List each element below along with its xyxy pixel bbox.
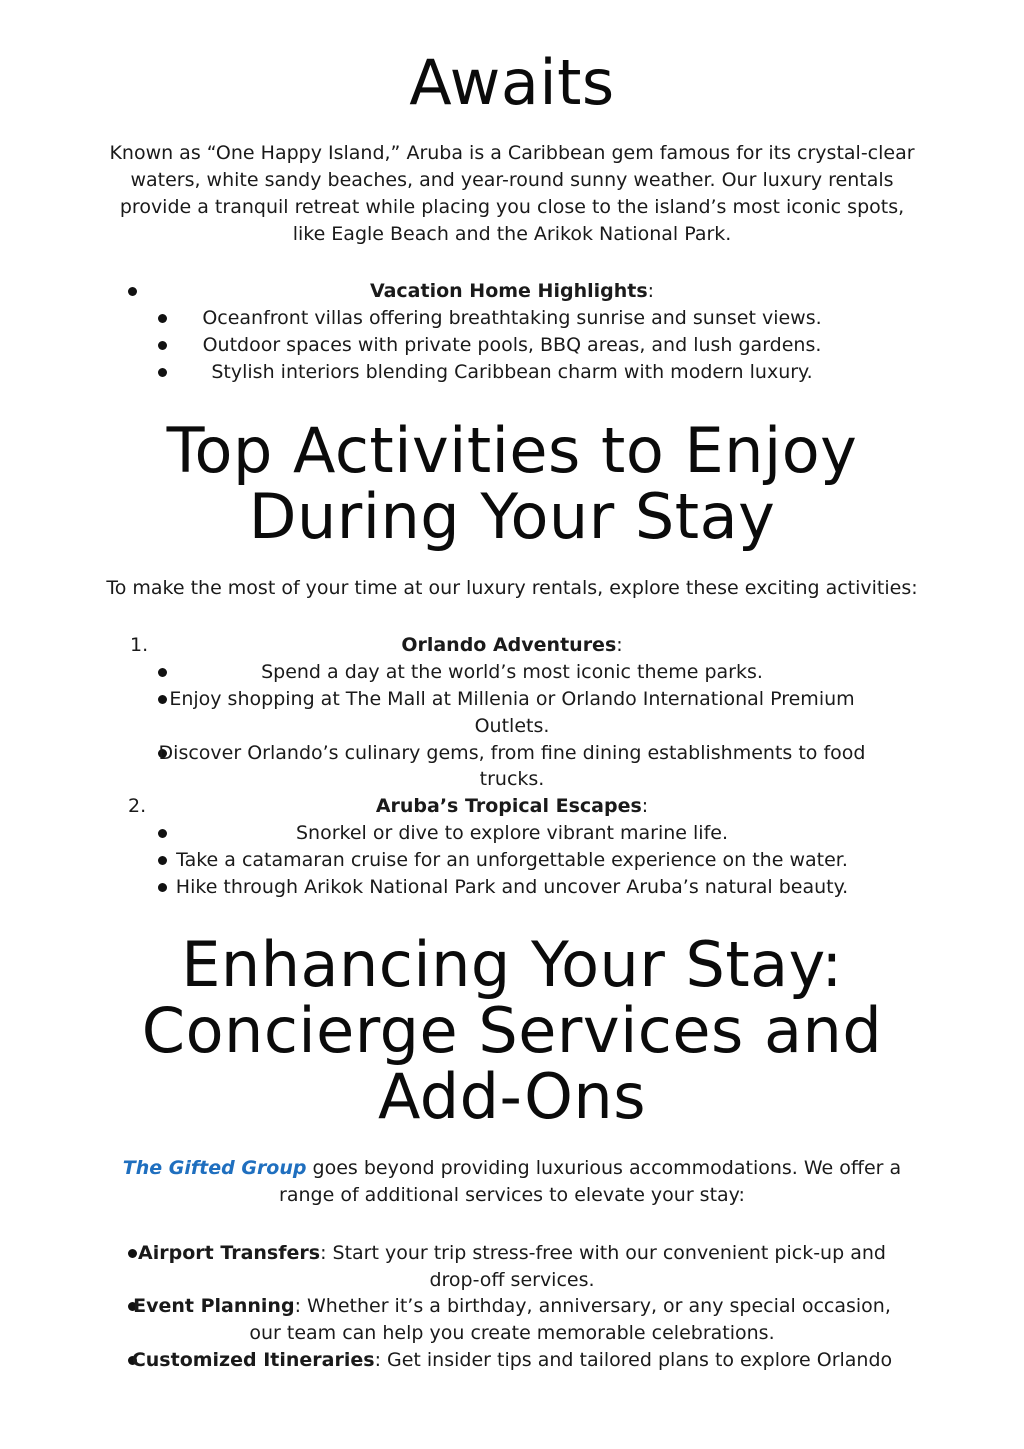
activity-item: Discover Orlando’s culinary gems, from fine dining establishments to food <box>158 742 866 764</box>
highlight-item: Outdoor spaces with private pools, BBQ areas, and lush gardens. <box>202 334 822 356</box>
service-label: Event Planning <box>133 1295 295 1317</box>
activity-item: Enjoy shopping at The Mall at Millenia or Orlando International Premium <box>169 688 855 710</box>
service-item-continuation: our team can help you create memorable celebrations. <box>249 1322 775 1344</box>
heading-top-activities: Top Activities to Enjoy <box>166 414 858 487</box>
activity-group-label: Aruba’s Tropical Escapes <box>375 795 642 817</box>
activity-group-colon: : <box>616 634 623 656</box>
gifted-group-link[interactable]: The Gifted Group <box>122 1157 307 1179</box>
list-number: 2. <box>128 795 147 817</box>
heading-concierge: Add-Ons <box>377 1060 647 1133</box>
concierge-intro-line: range of additional services to elevate your stay: <box>279 1184 745 1206</box>
service-item <box>70 1293 954 1320</box>
aruba-intro-line: waters, white sandy beaches, and year-round sunny weather. Our luxury rentals <box>130 169 894 191</box>
aruba-intro-line: Known as “One Happy Island,” Aruba is a Caribbean gem famous for its crystal-clear <box>109 142 915 164</box>
heading-top-activities: During Your Stay <box>248 480 776 553</box>
activities-intro: To make the most of your time at our luxury rentals, explore these exciting activities: <box>106 577 918 599</box>
service-item <box>70 1240 954 1267</box>
concierge-intro-text: goes beyond providing luxurious accommodations. We offer a <box>306 1157 902 1179</box>
highlights-title <box>70 278 954 305</box>
activity-item: Take a catamaran cruise for an unforgettable experience on the water. <box>176 849 848 871</box>
service-text: : Start your trip stress-free with our convenient pick-up and <box>320 1242 886 1264</box>
activity-group-colon: : <box>641 795 649 817</box>
highlights-colon: : <box>647 280 655 302</box>
highlight-item: Oceanfront villas offering breathtaking sunrise and sunset views. <box>202 307 822 329</box>
service-label: Airport Transfers <box>138 1242 321 1264</box>
service-item <box>70 1347 954 1374</box>
service-text: : Get insider tips and tailored plans to explore Orlando <box>374 1349 893 1371</box>
activity-item: Snorkel or dive to explore vibrant marine life. <box>295 822 729 844</box>
aruba-intro-line: provide a tranquil retreat while placing you close to the island’s most iconic spots, <box>119 196 905 218</box>
heading-concierge: Enhancing Your Stay: <box>181 928 843 1001</box>
activity-item: Hike through Arikok National Park and uncover Aruba’s natural beauty. <box>175 876 849 898</box>
highlight-item: Stylish interiors blending Caribbean charm with modern luxury. <box>211 361 813 383</box>
heading-concierge: Concierge Services and <box>141 994 883 1067</box>
aruba-intro-line: like Eagle Beach and the Arikok National Park. <box>292 223 732 245</box>
activity-group-label: Orlando Adventures <box>401 634 617 656</box>
activity-group-title <box>70 793 954 820</box>
highlights-label: Vacation Home Highlights <box>369 280 648 302</box>
activity-item: Spend a day at the world’s most iconic theme parks. <box>261 661 763 683</box>
list-number: 1. <box>130 634 149 656</box>
activity-item-continuation: trucks. <box>479 768 545 790</box>
concierge-intro-line <box>70 1155 954 1182</box>
service-text: : Whether it’s a birthday, anniversary, or any special occasion, <box>294 1295 891 1317</box>
activity-item-continuation: Outlets. <box>474 715 550 737</box>
activity-group-title <box>70 632 954 659</box>
heading-awaits: Awaits <box>409 46 615 119</box>
service-item-continuation: drop-off services. <box>429 1269 595 1291</box>
service-label: Customized Itineraries <box>131 1349 375 1371</box>
